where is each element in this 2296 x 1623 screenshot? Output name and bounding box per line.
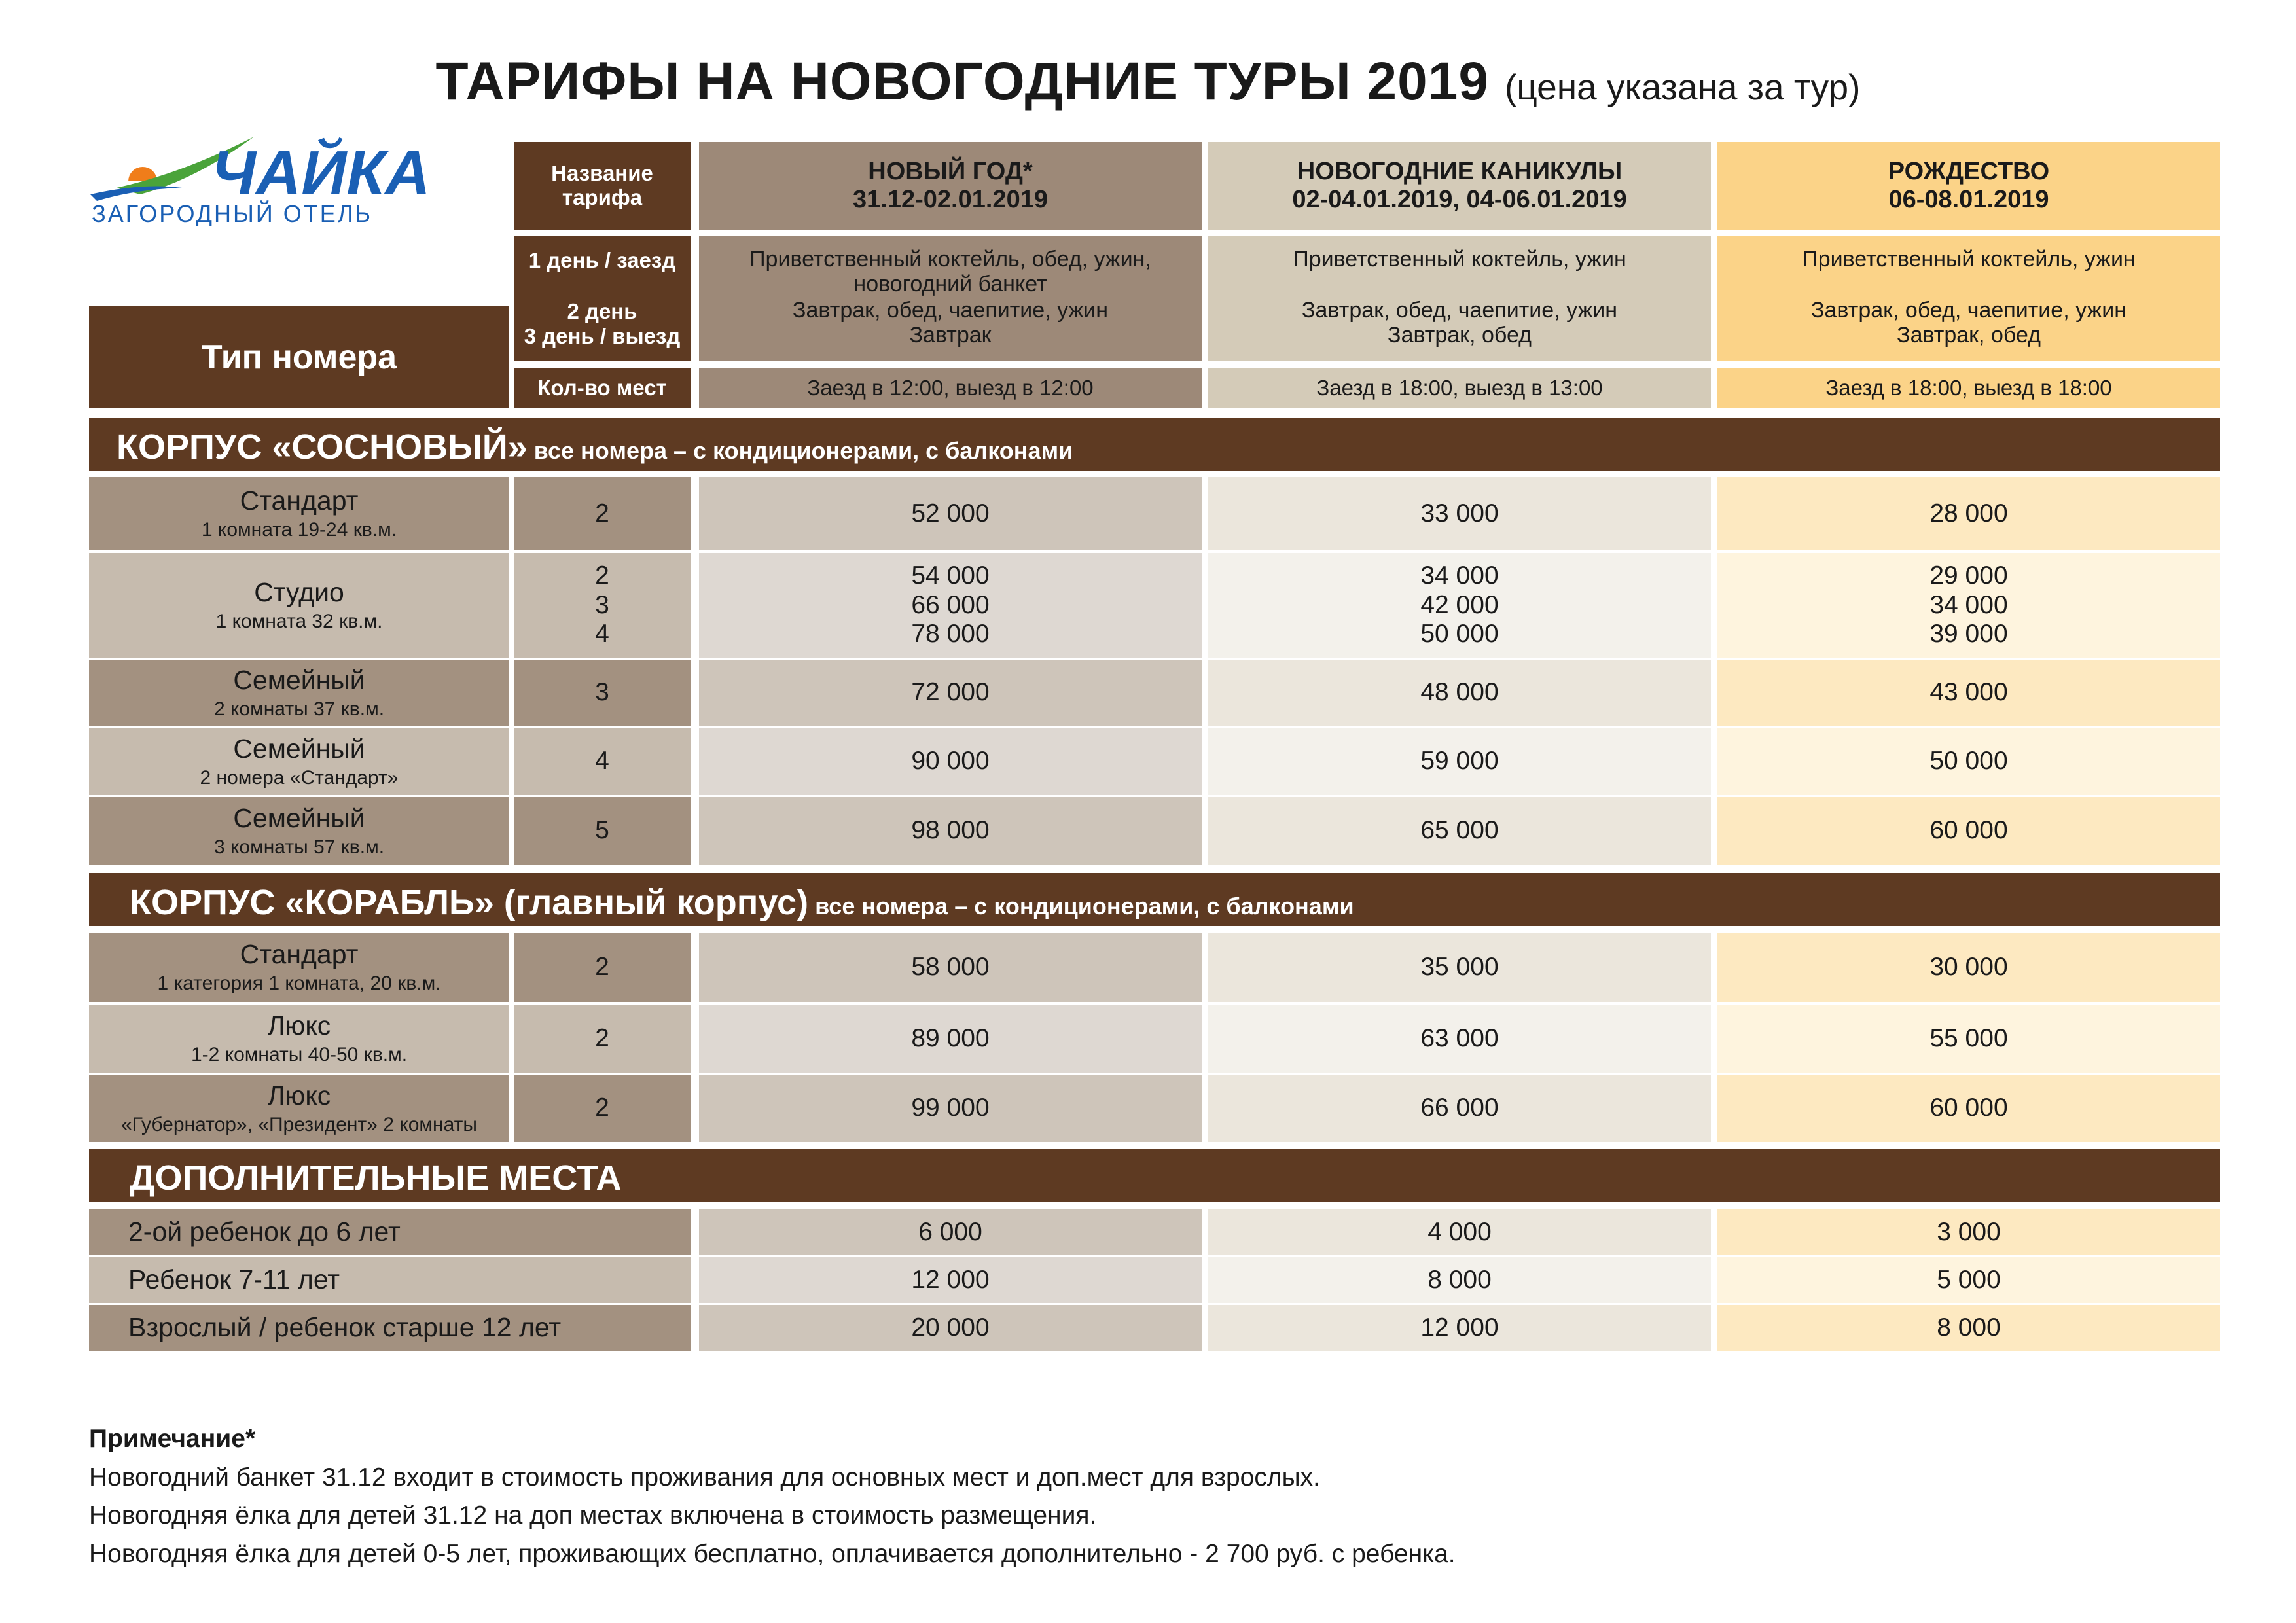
price-value: 42 000	[1420, 590, 1499, 619]
price-value: 12 000	[1420, 1313, 1499, 1342]
extra-label-cell	[89, 1209, 691, 1255]
seats-value: 2	[595, 561, 609, 590]
price-value: 50 000	[1420, 620, 1499, 649]
price-value: 29 000	[1929, 561, 2008, 590]
price-value: 43 000	[1929, 678, 2008, 707]
section-title: ДОПОЛНИТЕЛЬНЫЕ МЕСТА	[89, 1149, 2220, 1202]
price-cell	[1208, 728, 1711, 795]
price-cell	[1717, 660, 2220, 726]
tariff-header-holidays: НОВОГОДНИЕ КАНИКУЛЫ 02-04.01.2019, 04-06.01.2019	[1208, 142, 1711, 230]
price-cell	[1208, 1305, 1711, 1351]
price-value: 59 000	[1420, 747, 1499, 776]
extra-label: Взрослый / ребенок старше 12 лет	[128, 1312, 562, 1343]
room-cell	[89, 477, 509, 550]
price-cell	[1717, 1209, 2220, 1255]
room-cell	[89, 553, 509, 658]
checkin-christmas: Заезд в 18:00, выезд в 18:00	[1717, 368, 2220, 408]
price-cell	[699, 797, 1202, 865]
seats-value: 4	[595, 620, 609, 649]
room-cell	[89, 933, 509, 1002]
extra-label-cell	[89, 1257, 691, 1303]
price-cell	[1717, 1075, 2220, 1142]
price-cell	[699, 728, 1202, 795]
room-description: «Губернатор», «Президент» 2 комнаты	[121, 1113, 477, 1135]
price-value: 55 000	[1929, 1024, 2008, 1052]
logo-swoosh-blue	[90, 187, 182, 201]
price-value: 72 000	[911, 678, 990, 707]
price-cell	[699, 1209, 1202, 1255]
tariff-header-christmas: РОЖДЕСТВО 06-08.01.2019	[1717, 142, 2220, 230]
note-line: Новогодняя ёлка для детей 0-5 лет, проживающих бесплатно, оплачивается дополнительно - 2 700 руб. с ребенка.	[89, 1539, 1456, 1568]
price-value: 12 000	[911, 1265, 990, 1294]
price-value: 34 000	[1420, 561, 1499, 590]
seats-cell	[514, 1075, 691, 1142]
price-cell	[1208, 1005, 1711, 1073]
note-line: Новогодний банкет 31.12 входит в стоимость проживания для основных мест и доп.мест для взрослых.	[89, 1463, 1320, 1491]
price-value: 60 000	[1929, 1094, 2008, 1122]
price-value: 65 000	[1420, 816, 1499, 845]
price-value: 5 000	[1937, 1265, 2001, 1294]
price-value: 98 000	[911, 816, 990, 845]
price-cell	[699, 1005, 1202, 1073]
seats-cell	[514, 728, 691, 795]
price-value: 48 000	[1420, 678, 1499, 707]
room-name: Студио	[254, 577, 344, 608]
seats-value: 3	[595, 590, 609, 619]
room-description: 1 комната 19-24 кв.м.	[201, 519, 397, 541]
room-description: 3 комнаты 57 кв.м.	[213, 836, 385, 858]
room-description: 2 номера «Стандарт»	[200, 766, 399, 789]
room-type-header	[89, 306, 509, 408]
price-cell	[699, 1257, 1202, 1303]
extra-label: Ребенок 7-11 лет	[128, 1264, 340, 1295]
price-cell	[1717, 1257, 2220, 1303]
price-cell	[699, 1305, 1202, 1351]
price-value: 33 000	[1420, 499, 1499, 527]
room-type-label: Тип номера	[201, 338, 397, 376]
room-name: Семейный	[233, 664, 365, 695]
price-value: 58 000	[911, 952, 990, 981]
meals-holidays: Приветственный коктейль, ужин Завтрак, обед, чаепитие, ужин Завтрак, обед	[1208, 236, 1711, 361]
room-name: Люкс	[267, 1010, 331, 1041]
hotel-logo	[84, 134, 476, 226]
price-value: 60 000	[1929, 816, 2008, 845]
room-cell	[89, 1075, 509, 1142]
notes-title: Примечание*	[89, 1425, 256, 1453]
seats-value: 3	[595, 678, 609, 707]
room-name: Семейный	[233, 802, 365, 833]
checkin-new-year: Заезд в 12:00, выезд в 12:00	[699, 368, 1202, 408]
meals-christmas: Приветственный коктейль, ужин Завтрак, обед, чаепитие, ужин Завтрак, обед	[1717, 236, 2220, 361]
price-value: 63 000	[1420, 1024, 1499, 1052]
tariff-header-new-year: НОВЫЙ ГОД* 31.12-02.01.2019	[699, 142, 1202, 230]
price-value: 20 000	[911, 1313, 990, 1342]
seats-value: 2	[595, 1024, 609, 1052]
logo-name: ЧАЙКА	[211, 138, 431, 208]
seats-cell	[514, 660, 691, 726]
room-description: 1 комната 32 кв.м.	[215, 611, 383, 633]
price-cell	[699, 553, 1202, 658]
title-subtitle: (цена указана за тур)	[1504, 67, 1861, 107]
room-description: 1-2 комнаты 40-50 кв.м.	[190, 1044, 408, 1066]
price-cell	[1717, 797, 2220, 865]
seats-label: Кол-во мест	[514, 368, 691, 408]
price-value: 30 000	[1929, 952, 2008, 981]
price-value: 50 000	[1929, 747, 2008, 776]
price-value: 90 000	[911, 747, 990, 776]
seats-cell	[514, 933, 691, 1002]
title-main: ТАРИФЫ НА НОВОГОДНИЕ ТУРЫ 2019	[435, 52, 1489, 111]
price-cell	[1717, 933, 2220, 1002]
price-value: 52 000	[911, 499, 990, 527]
price-value: 54 000	[911, 561, 990, 590]
price-cell	[699, 477, 1202, 550]
price-cell	[1208, 1075, 1711, 1142]
price-value: 8 000	[1427, 1265, 1492, 1294]
price-value: 66 000	[911, 590, 990, 619]
section-title: КОРПУС «СОСНОВЫЙ» все номера – с кондиционерами, с балконами	[89, 418, 2220, 471]
room-cell	[89, 728, 509, 795]
room-description: 1 категория 1 комната, 20 кв.м.	[157, 972, 441, 995]
room-description: 2 комнаты 37 кв.м.	[213, 698, 385, 720]
room-cell	[89, 660, 509, 726]
price-value: 34 000	[1929, 590, 2008, 619]
price-cell	[1208, 477, 1711, 550]
seats-cell	[514, 553, 691, 658]
logo-mark	[84, 134, 476, 226]
price-cell	[1208, 660, 1711, 726]
price-value: 99 000	[911, 1094, 990, 1122]
seats-cell	[514, 477, 691, 550]
price-cell	[1717, 728, 2220, 795]
logo-subtitle: ЗАГОРОДНЫЙ ОТЕЛЬ	[92, 200, 373, 226]
meals-new-year: Приветственный коктейль, обед, ужин, новогодний банкет Завтрак, обед, чаепитие, ужин Завтрак	[699, 236, 1202, 361]
section-title: КОРПУС «КОРАБЛЬ» (главный корпус) все номера – с кондиционерами, с балконами	[89, 873, 2220, 926]
price-value: 3 000	[1937, 1217, 2001, 1246]
price-value: 78 000	[911, 620, 990, 649]
price-cell	[1717, 553, 2220, 658]
price-cell	[1717, 1305, 2220, 1351]
days-label: 1 день / заезд 2 день 3 день / выезд	[514, 236, 691, 361]
price-value: 39 000	[1929, 620, 2008, 649]
note-line: Новогодняя ёлка для детей 31.12 на доп местах включена в стоимость размещения.	[89, 1501, 1097, 1529]
price-value: 66 000	[1420, 1094, 1499, 1122]
price-cell	[1208, 553, 1711, 658]
price-cell	[1208, 933, 1711, 1002]
seats-cell	[514, 797, 691, 865]
room-name: Семейный	[233, 733, 365, 764]
price-value: 8 000	[1937, 1313, 2001, 1342]
price-cell	[1208, 1209, 1711, 1255]
checkin-holidays: Заезд в 18:00, выезд в 13:00	[1208, 368, 1711, 408]
room-cell	[89, 797, 509, 865]
price-value: 4 000	[1427, 1217, 1492, 1246]
room-name: Стандарт	[240, 486, 359, 516]
seats-cell	[514, 1005, 691, 1073]
price-cell	[1208, 797, 1711, 865]
extra-label-cell	[89, 1305, 691, 1351]
price-cell	[699, 933, 1202, 1002]
price-cell	[1717, 1005, 2220, 1073]
price-value: 6 000	[918, 1217, 982, 1246]
seats-value: 2	[595, 1094, 609, 1122]
price-value: 89 000	[911, 1024, 990, 1052]
room-name: Стандарт	[240, 939, 359, 970]
room-cell	[89, 1005, 509, 1073]
price-value: 28 000	[1929, 499, 2008, 527]
price-cell	[1717, 477, 2220, 550]
notes	[89, 1420, 1456, 1573]
price-cell	[699, 660, 1202, 726]
seats-value: 2	[595, 952, 609, 981]
seats-value: 5	[595, 816, 609, 845]
price-cell	[699, 1075, 1202, 1142]
seats-value: 4	[595, 747, 609, 776]
price-cell	[1208, 1257, 1711, 1303]
page-title	[0, 51, 2296, 123]
tariff-name-label: Название тарифа	[514, 142, 691, 230]
seats-value: 2	[595, 499, 609, 527]
price-value: 35 000	[1420, 952, 1499, 981]
room-name: Люкс	[267, 1080, 331, 1111]
extra-label: 2-ой ребенок до 6 лет	[128, 1217, 401, 1247]
